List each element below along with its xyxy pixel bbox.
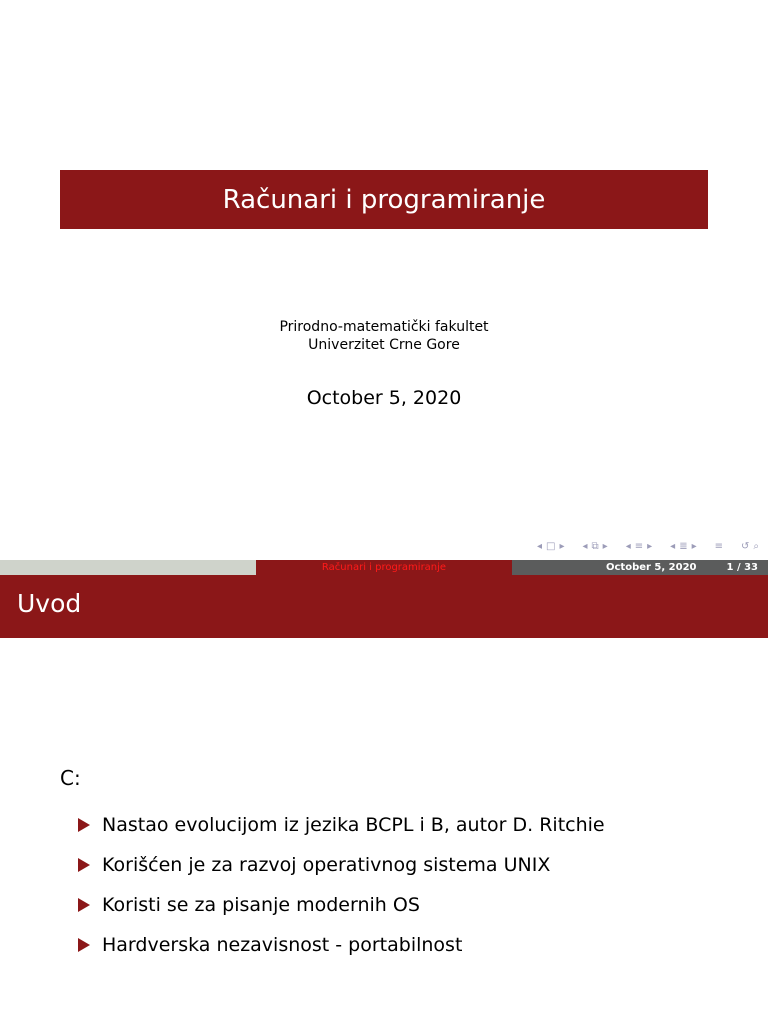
institute-line-1: Prirodno-matematički fakultet <box>279 319 489 335</box>
footer-date: October 5, 2020 <box>605 562 697 573</box>
align-icon[interactable]: ≡ <box>714 541 723 552</box>
list-item <box>78 805 605 845</box>
document-icon[interactable]: ≣ <box>679 541 688 552</box>
bullet-triangle-icon <box>78 818 90 832</box>
beamer-navigation <box>536 541 760 553</box>
nav-prev-icon[interactable]: ◂ <box>625 541 631 552</box>
list-item-text: Nastao evolucijom iz jezika BCPL i B, autor D. Ritchie <box>102 814 605 836</box>
list-item <box>78 885 605 925</box>
nav-next-icon[interactable]: ▸ <box>691 541 697 552</box>
nav-prev-icon[interactable]: ◂ <box>670 541 676 552</box>
footer-page-number: 1 / 33 <box>726 562 758 573</box>
nav-next-icon[interactable]: ▸ <box>647 541 653 552</box>
presentation-title-box <box>60 170 708 229</box>
footer-left-section <box>0 560 256 575</box>
frame-title: Uvod <box>0 575 768 638</box>
bullet-list <box>78 805 605 965</box>
bullet-triangle-icon <box>78 858 90 872</box>
bullet-triangle-icon <box>78 938 90 952</box>
section-icon[interactable]: ≡ <box>634 541 644 552</box>
list-item-text: Hardverska nezavisnost - portabilnost <box>102 934 463 956</box>
footer-right-section <box>512 560 768 575</box>
undo-icon[interactable]: ↺ <box>741 541 750 552</box>
content-label: C: <box>60 766 81 790</box>
presentation-title: Računari i programiranje <box>222 184 546 215</box>
footer-title: Računari i programiranje <box>256 560 512 575</box>
list-item-text: Koristi se za pisanje modernih OS <box>102 894 420 916</box>
list-item <box>78 845 605 885</box>
list-item <box>78 925 605 965</box>
bullet-triangle-icon <box>78 898 90 912</box>
nav-next-icon[interactable]: ▸ <box>602 541 608 552</box>
nav-prev-icon[interactable]: ◂ <box>582 541 588 552</box>
institute-block <box>0 318 768 354</box>
institute-line-2: Univerzitet Crne Gore <box>308 337 460 353</box>
subsection-icon[interactable]: ⧉ <box>591 541 599 552</box>
frame-icon[interactable]: □ <box>546 541 556 552</box>
list-item-text: Korišćen je za razvoj operativnog sistema UNIX <box>102 854 551 876</box>
presentation-date: October 5, 2020 <box>306 387 462 409</box>
search-icon[interactable]: ⌕ <box>753 541 759 552</box>
nav-prev-icon[interactable]: ◂ <box>536 541 543 552</box>
nav-next-icon[interactable]: ▸ <box>559 541 565 552</box>
slide-footer <box>0 560 768 575</box>
